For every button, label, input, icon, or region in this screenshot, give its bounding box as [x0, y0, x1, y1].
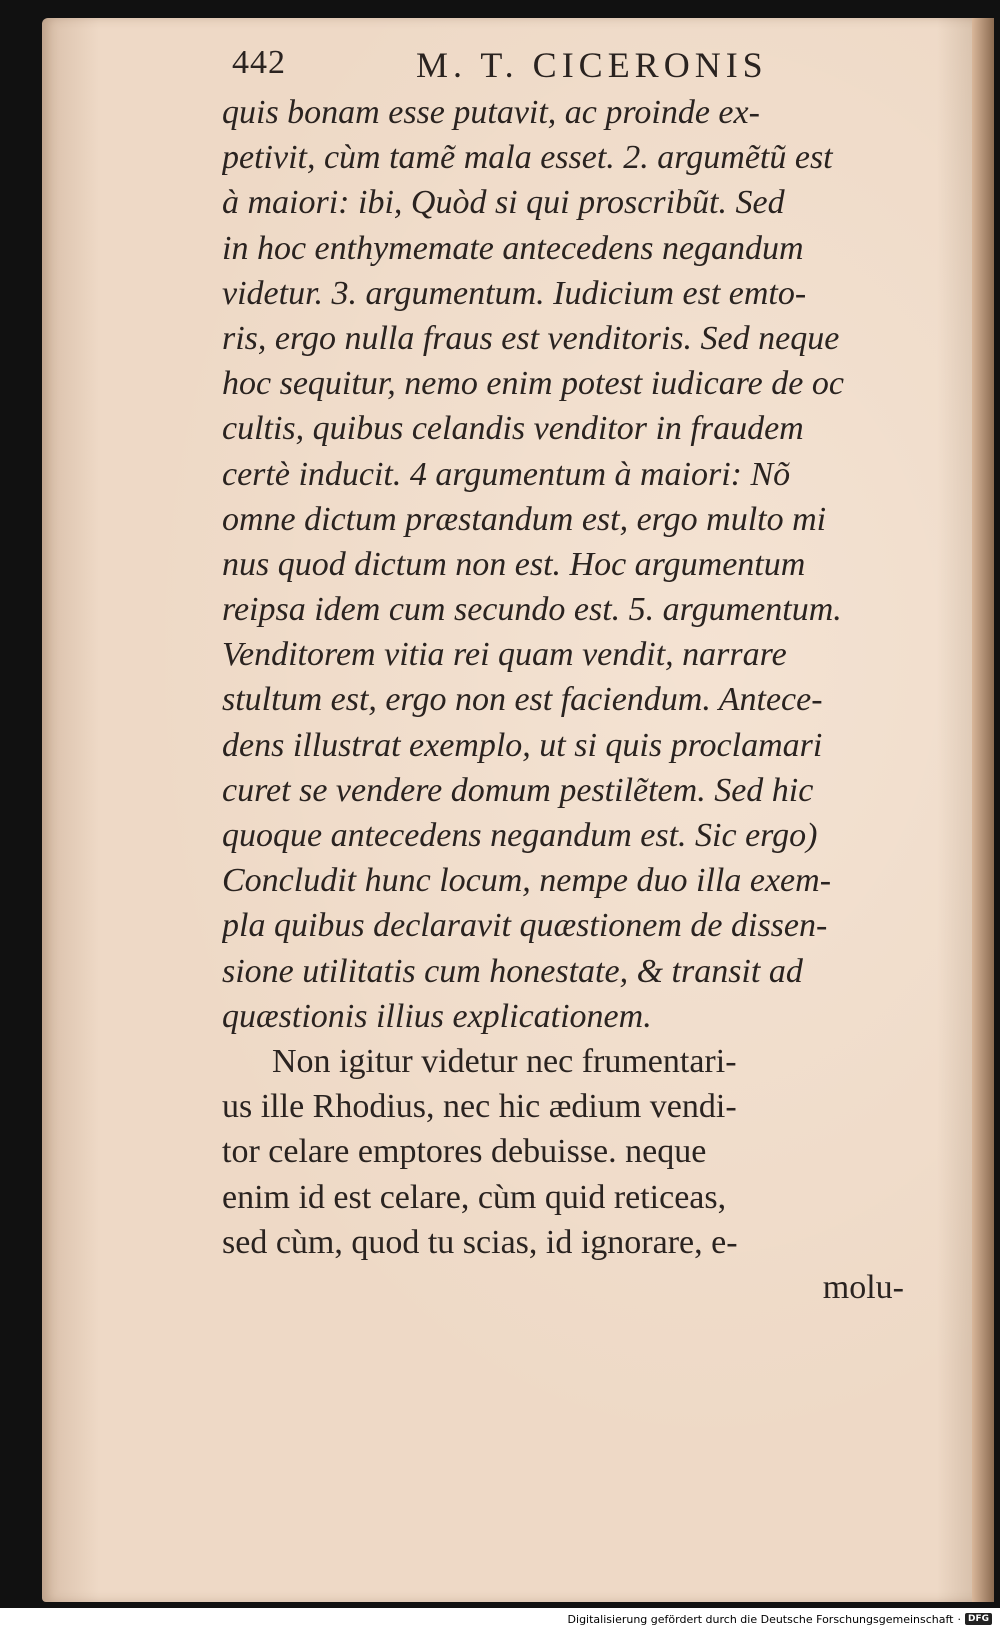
text-line: stultum est, ergo non est faciendum. Antece- — [222, 681, 823, 719]
page-header — [232, 44, 952, 90]
page-number: 442 — [232, 44, 286, 81]
text-line: ris, ergo nulla fraus est venditoris. Sed neque — [222, 319, 840, 357]
text-line: enim id est celare, cùm quid reticeas, — [222, 1178, 727, 1216]
separator-dot: · — [957, 1612, 961, 1626]
text-line: quis bonam esse putavit, ac proinde ex- — [222, 94, 760, 131]
text-line: petivit, cùm tamẽ mala esset. 2. argumẽtũ est — [222, 139, 833, 177]
book-spine — [972, 18, 994, 1602]
text-line: quæstionis illius explicationem. — [222, 997, 652, 1035]
text-line: Non igitur videtur nec frumentari- — [272, 1042, 737, 1080]
text-line: curet se vendere domum pestilẽtem. Sed hic — [222, 771, 814, 809]
running-head: M. T. CICERONIS — [416, 45, 768, 85]
text-line: Venditorem vitia rei quam vendit, narrare — [222, 636, 787, 674]
digitization-credit — [568, 1611, 992, 1627]
text-line: us ille Rhodius, nec hic ædium vendi- — [222, 1088, 737, 1126]
text-line: sione utilitatis cum honestate, & transit ad — [222, 952, 803, 990]
text-line: nus quod dictum non est. Hoc argumentum — [222, 545, 806, 583]
text-line: videtur. 3. argumentum. Iudicium est emto- — [222, 274, 807, 312]
text-line: à maiori: ibi, Quòd si qui proscribũt. Sed — [222, 184, 785, 222]
text-line: in hoc enthymemate antecedens negandum — [222, 229, 804, 267]
text-line: cultis, quibus celandis venditor in fraudem — [222, 410, 804, 448]
text-line: sed cùm, quod tu scias, id ignorare, e- — [222, 1223, 738, 1261]
text-line: reipsa idem cum secundo est. 5. argumentum. — [222, 591, 842, 629]
text-line: tor celare emptores debuisse. neque — [222, 1133, 707, 1171]
text-line: omne dictum præstandum est, ergo multo mi — [222, 500, 827, 538]
catchword: molu- — [822, 1268, 904, 1306]
text-line: dens illustrat exemplo, ut si quis proclamari — [222, 726, 823, 764]
text-line: hoc sequitur, nemo enim potest iudicare de oc — [222, 365, 844, 403]
text-line: pla quibus declaravit quæstionem de dissen- — [222, 907, 828, 945]
text-line: Concludit hunc locum, nempe duo illa exem- — [222, 862, 832, 900]
text-line: quoque antecedens negandum est. Sic ergo) — [222, 817, 818, 854]
body-text — [222, 90, 948, 1310]
dfg-logo: DFG — [965, 1613, 992, 1625]
text-line: certè inducit. 4 argumentum à maiori: Nõ — [222, 455, 791, 493]
credit-text: Digitalisierung gefördert durch die Deutsche Forschungsgemeinschaft — [567, 1612, 954, 1626]
